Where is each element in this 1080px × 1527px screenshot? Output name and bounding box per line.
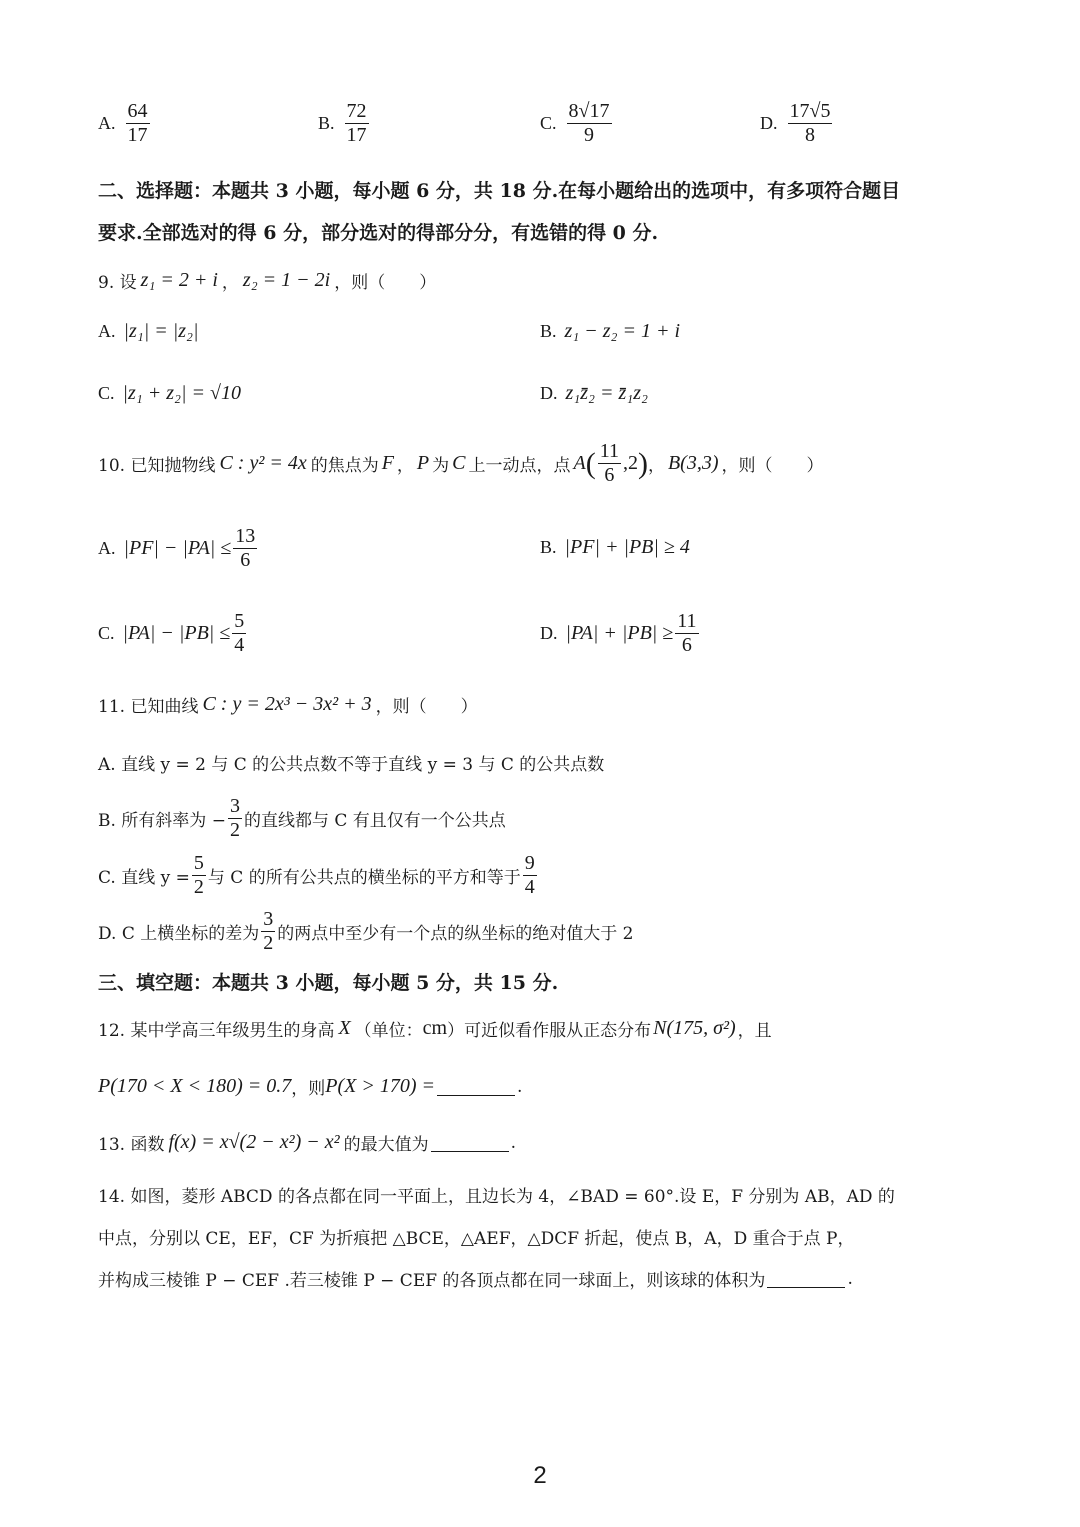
fraction: $\frac{3}{2}$ bbox=[229, 795, 240, 841]
q14-line2: 中点，分别以 CE，EF，CF 为折痕把 △BCE，△AEF，△DCF 折起，使点 B，A，D 重合于点 P， bbox=[98, 1229, 855, 1249]
fraction: $\frac{5}{2}$ bbox=[193, 852, 204, 898]
q11-option-b: B. 所有斜率为 − $\frac{3}{2}$ 的直线都与 C 有且仅有一个公共点 bbox=[98, 795, 506, 841]
q10-option-d: D. |PA| + |PB| ≥ $\frac{11}{6}$ bbox=[540, 610, 697, 656]
fraction: $\frac{17√5}{8}$ bbox=[789, 100, 831, 146]
q10-stem: 10. 已知抛物线 C : y² = 4x 的焦点为 F ， P 为 C 上一动点，点 A ( $\frac{11}{6}$ ,2 ) ， B(3,3) ，则（ ） bbox=[98, 440, 824, 486]
section-3-heading: 三、填空题：本题共 3 小题，每小题 5 分，共 15 分. bbox=[98, 972, 559, 994]
q10-option-b: B. |PF| + |PB| ≥ 4 bbox=[540, 536, 690, 558]
q8-option-b: B. $\frac{72}{17}$ bbox=[318, 100, 367, 146]
fraction: $\frac{13}{6}$ bbox=[235, 525, 256, 571]
q11-option-d: D. C 上横坐标的差为 $\frac{3}{2}$ 的两点中至少有一个点的纵坐标的绝对值大于 2 bbox=[98, 908, 634, 954]
answer-blank bbox=[431, 1133, 509, 1152]
fraction: $\frac{11}{6}$ bbox=[677, 610, 697, 656]
q11-stem: 11. 已知曲线 C : y = 2x³ − 3x² + 3 ，则（ ） bbox=[98, 693, 478, 717]
q9-option-d: D. z₁z̄₂ = z̄₁z₂ bbox=[540, 382, 648, 404]
section-2-heading-line2: 要求.全部选对的得 6 分，部分选对的得部分分，有选错的得 0 分. bbox=[98, 222, 659, 244]
q12-line2: P(170 < X < 180) = 0.7 ，则 P(X > 170) = . bbox=[98, 1075, 523, 1099]
q14-line1: 14. 如图，菱形 ABCD 的各点都在同一平面上，且边长为 4，∠BAD = 60°.设 E，F 分别为 AB，AD 的 bbox=[98, 1187, 895, 1207]
q12-line1: 12. 某中学高三年级男生的身高 X （单位： cm ）可近似看作服从正态分布 N(175, σ²) ，且 bbox=[98, 1017, 772, 1041]
fraction: $\frac{64}{17}$ bbox=[127, 100, 148, 146]
fraction: $\frac{11}{6}$ bbox=[599, 440, 619, 486]
section-2-heading-line1: 二、选择题：本题共 3 小题，每小题 6 分，共 18 分.在每小题给出的选项中，有多项符合题目 bbox=[98, 180, 901, 202]
answer-blank bbox=[437, 1077, 515, 1096]
q8-option-c: C. $\frac{8√17}{9}$ bbox=[540, 100, 610, 146]
q9-stem: 9. 设 z₁ = 2 + i ， z₂ = 1 − 2i ，则（ ） bbox=[98, 269, 437, 293]
q9-option-b: B. z₁ − z₂ = 1 + i bbox=[540, 320, 681, 342]
q9-option-c: C. |z₁ + z₂| = √10 bbox=[98, 382, 241, 404]
q10-option-c: C. |PA| − |PB| ≤ $\frac{5}{4}$ bbox=[98, 610, 245, 656]
q14-line3: 并构成三棱锥 P − CEF .若三棱锥 P − CEF 的各顶点都在同一球面上，则该球的体积为 . bbox=[98, 1268, 853, 1291]
page-number: 2 bbox=[533, 1462, 547, 1489]
fraction: $\frac{8√17}{9}$ bbox=[568, 100, 610, 146]
fraction: $\frac{9}{4}$ bbox=[524, 852, 535, 898]
q8-option-d: D. $\frac{17√5}{8}$ bbox=[760, 100, 831, 146]
q13-stem: 13. 函数 f(x) = x√(2 − x²) − x² 的最大值为 . bbox=[98, 1131, 517, 1155]
q9-option-a: A. |z₁| = |z₂| bbox=[98, 320, 199, 342]
q11-option-c: C. 直线 y = $\frac{5}{2}$ 与 C 的所有公共点的横坐标的平方和等于 $\frac{9}{4}$ bbox=[98, 852, 535, 898]
answer-blank bbox=[767, 1269, 845, 1288]
fraction: $\frac{72}{17}$ bbox=[346, 100, 367, 146]
fraction: $\frac{3}{2}$ bbox=[263, 908, 274, 954]
fraction: $\frac{5}{4}$ bbox=[234, 610, 245, 656]
q11-option-a: A. 直线 y = 2 与 C 的公共点数不等于直线 y = 3 与 C 的公共点数 bbox=[98, 755, 605, 775]
q10-option-a: A. |PF| − |PA| ≤ $\frac{13}{6}$ bbox=[98, 525, 256, 571]
q8-option-a: A. $\frac{64}{17}$ bbox=[98, 100, 148, 146]
